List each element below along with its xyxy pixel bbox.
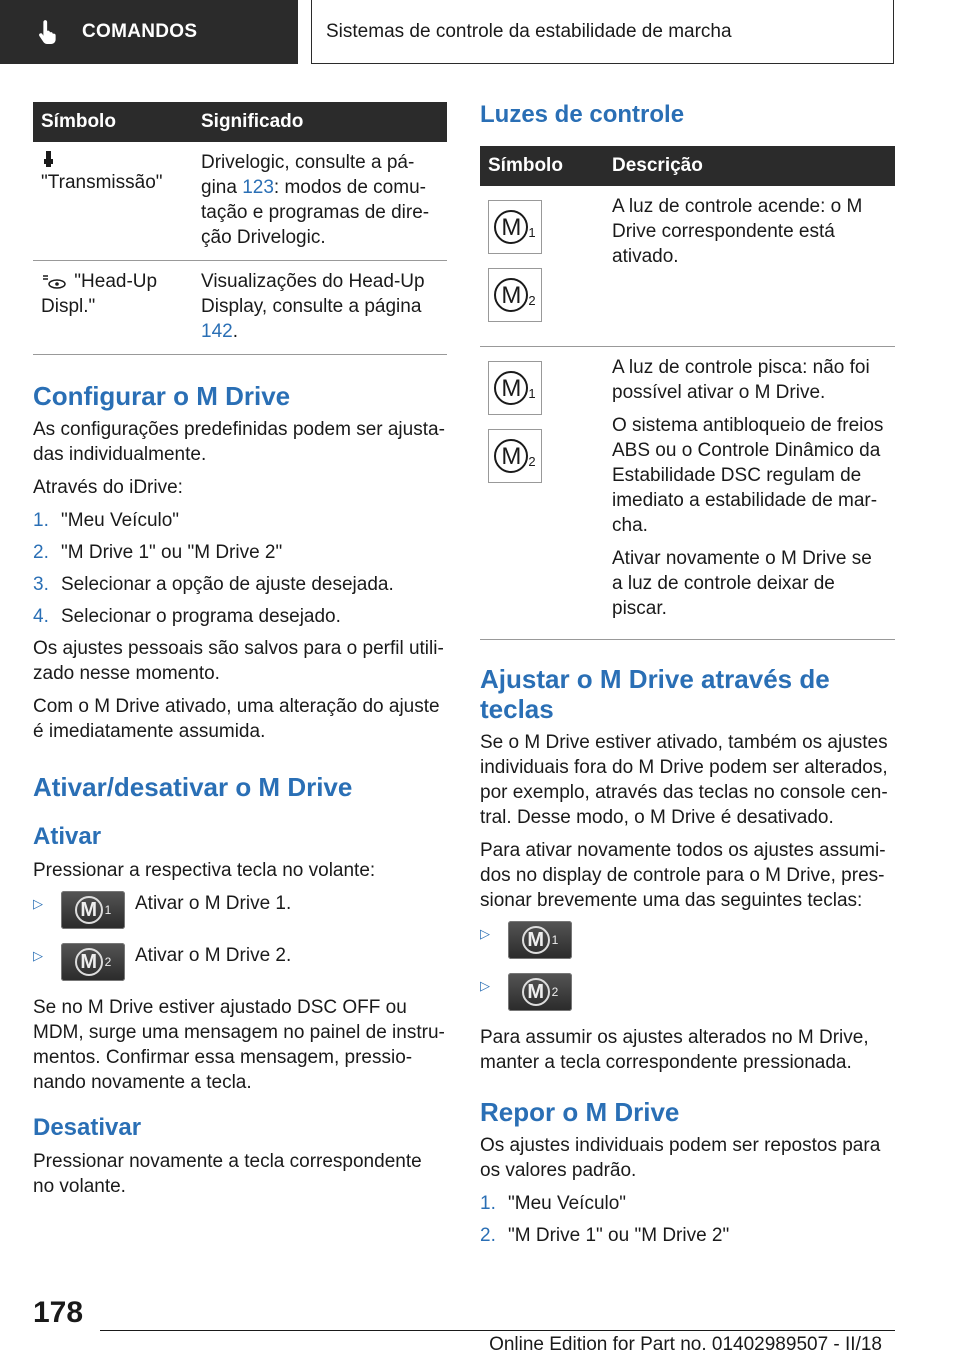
hand-pointer-icon [34,17,64,47]
head-up-display-icon [41,274,69,290]
page-link[interactable]: 142 [201,321,233,342]
key-text: Ativar o M Drive 2. [135,945,292,966]
paragraph: Pressionar novamente a tecla correspondente no volante. [33,1151,422,1197]
paragraph: Com o M Drive ativado, uma alteração do ajuste é imediatamente assumida. [33,696,440,742]
steps-list [480,1191,895,1248]
table-header-symbol: Símbolo [33,102,193,142]
heading-toggle: Ativar/desativar o M Drive [33,772,353,802]
table-header-meaning: Significado [193,102,447,142]
paragraph: Se no M Drive estiver ajustado DSC OFF ou MDM, surge uma mensagem no painel de instru-mentos. Confirmar essa mensagem, pressio-nando novamente a tecla. [33,997,445,1093]
meaning-text: Drivelogic, consulte a pá-gina [201,152,415,198]
table-row [480,186,895,347]
triangle-bullet-icon: ▷ [480,978,490,993]
symbol-label: "Transmissão" [41,172,163,193]
m1-key-icon: M 1 [508,921,572,959]
table-header-symbol: Símbolo [480,146,604,186]
table-row [480,347,895,640]
table-row [33,142,447,261]
symbol-label: "Head-Up Displ." [41,271,158,317]
heading-reset: Repor o M Drive [480,1097,680,1127]
description-text: A luz de controle acende: o M Drive correspondente está ativado. [612,196,863,267]
m2-key-icon: M 2 [61,943,125,981]
table-header-description: Descrição [604,146,895,186]
triangle-bullet-icon: ▷ [33,948,43,963]
chapter-tab [0,0,298,64]
list-item: 3. Selecionar a opção de ajuste desejada. [33,574,394,595]
m2-indicator-icon: M 2 [488,268,542,322]
heading-configure: Configurar o M Drive [33,381,291,411]
footer-divider [100,1330,895,1331]
m1-key-icon: M 1 [61,891,125,929]
paragraph: Os ajustes pessoais são salvos para o perfil utili-zado nesse momento. [33,638,444,684]
paragraph: Através do iDrive: [33,477,183,498]
paragraph: Se o M Drive estiver ativado, também os ajustes individuais fora do M Drive podem ser alterados, por exemplo, através das teclas no console cen-tral. Desse modo, o M Drive é desativado. [480,732,888,828]
paragraph: Para ativar novamente todos os ajustes assumi-dos no display de controle para o M Drive, pres-sionar brevemente uma das seguintes teclas: [480,840,886,911]
heading-lights: Luzes de controle [480,101,685,128]
table-row [33,261,447,355]
paragraph: Para assumir os ajustes alterados no M Drive, manter a tecla correspondente pressionada. [480,1027,869,1073]
m2-indicator-icon: M 2 [488,429,542,483]
page-header [0,0,960,66]
symbol-table [33,102,447,355]
triangle-bullet-icon: ▷ [480,926,490,941]
meaning-text: : modos de comu-tação e programas de dire-ção Drivelogic. [201,177,430,248]
triangle-bullet-icon: ▷ [33,896,43,911]
control-lights-table [480,146,895,640]
meaning-text: Visualizações do Head-Up Display, consulte a página [201,271,425,317]
chapter-title: COMANDOS [82,21,198,42]
list-item: 1. "Meu Veículo" [480,1193,627,1214]
edition-text: Online Edition for Part no. 01402989507 - II/18 [489,1334,882,1355]
description-text: A luz de controle pisca: não foi possível ativar o M Drive. [612,357,870,403]
meaning-text: . [232,321,238,342]
list-item: 2. "M Drive 1" ou "M Drive 2" [480,1225,730,1246]
steps-list [33,508,447,629]
key-list [480,921,895,1011]
paragraph: Pressionar a respectiva tecla no volante: [33,860,376,881]
list-item [480,973,895,1011]
paragraph: Os ajustes individuais podem ser repostos para os valores padrão. [480,1135,881,1181]
description-text: Ativar novamente o M Drive se a luz de controle deixar de piscar. [612,548,872,619]
list-item: 4. Selecionar o programa desejado. [33,606,341,627]
list-item [33,891,447,929]
page-number: 178 [33,1296,84,1329]
right-column [480,100,895,1255]
list-item [480,921,895,959]
list-item: 1. "Meu Veículo" [33,510,180,531]
heading-keys: Ajustar o M Drive através de teclas [480,664,830,724]
list-item [33,943,447,981]
description-text: O sistema antibloqueio de freios ABS ou o Controle Dinâmico da Estabilidade DSC regulam de imediato a estabilidade de mar-cha. [612,415,884,536]
key-text: Ativar o M Drive 1. [135,893,292,914]
m2-key-icon: M 2 [508,973,572,1011]
m1-indicator-icon: M 1 [488,200,542,254]
section-title: Sistemas de controle da estabilidade de marcha [311,0,894,64]
page-link[interactable]: 123 [242,177,274,198]
paragraph: As configurações predefinidas podem ser ajusta-das individualmente. [33,419,445,465]
m1-indicator-icon: M 1 [488,361,542,415]
left-column [33,102,447,1207]
key-list [33,891,447,981]
heading-activate: Ativar [33,823,102,850]
list-item: 2. "M Drive 1" ou "M Drive 2" [33,542,283,563]
transmission-icon [41,150,55,168]
heading-deactivate: Desativar [33,1114,142,1141]
